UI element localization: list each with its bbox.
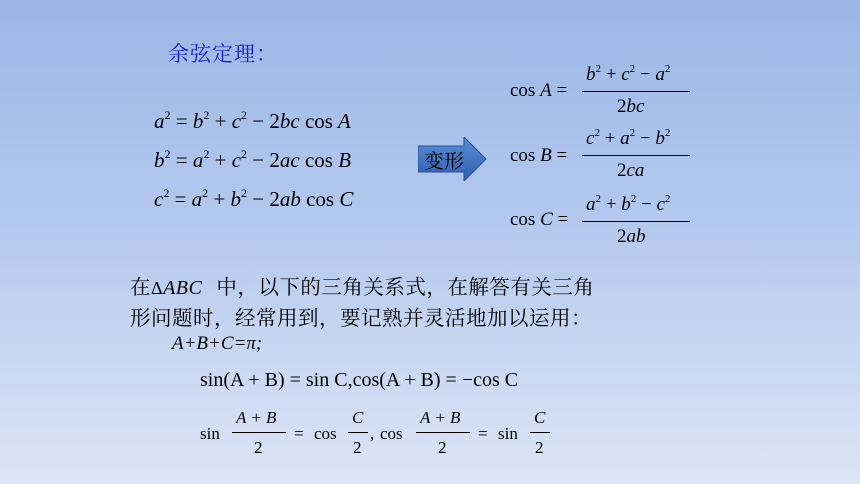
half-angle-den: 2 — [353, 438, 362, 457]
half-angle-num-ab-2: A + B — [420, 408, 461, 427]
cos-a-denominator: 2bc — [617, 96, 645, 117]
transform-arrow — [418, 137, 488, 181]
section-title: 余弦定理： — [168, 42, 278, 66]
cos-c-lhs: cos C = — [510, 209, 569, 230]
fraction-bar — [416, 432, 470, 433]
sin-cos-sum-formula: sin(A + B) = sin C,cos(A + B) = −cos C — [200, 369, 519, 391]
fraction-bar — [582, 155, 690, 156]
half-angle-cos-2: cos — [380, 424, 403, 443]
paragraph-line-1: 在ΔABC 中，以下的三角关系式，在解答有关三角 — [130, 275, 595, 299]
angle-sum-formula: A+B+C=π; — [172, 333, 263, 354]
equals-sign: = — [294, 424, 304, 443]
cos-a-numerator: $b^2 + c^2 - a^2$ — [586, 63, 671, 85]
half-angle-num-ab: A + B — [236, 408, 277, 427]
cos-b-denominator: 2ca — [617, 160, 645, 181]
half-angle-den: 2 — [438, 438, 447, 457]
half-angle-cos: cos — [314, 424, 337, 443]
cos-c-numerator: $a^2 + b^2 - c^2$ — [586, 193, 671, 215]
half-angle-num-c: C — [352, 408, 364, 427]
law-of-cosines-b: $b^2 = a^2 + c^2 - 2ac$ cos B — [154, 147, 352, 172]
half-angle-num-c-2: C — [534, 408, 546, 427]
cos-c-denominator: 2ab — [617, 226, 646, 247]
cos-b-lhs: cos B = — [510, 145, 568, 166]
law-of-cosines-c: $c^2 = a^2 + b^2 - 2ab$ cos C — [154, 186, 354, 211]
fraction-bar — [348, 432, 368, 433]
equals-sign-2: = — [478, 424, 488, 443]
half-angle-sin-2: sin — [498, 424, 518, 443]
paragraph-line-2: 形问题时，经常用到，要记熟并灵活地加以运用： — [130, 306, 592, 330]
fraction-bar — [582, 91, 690, 92]
half-angle-sin: sin — [200, 424, 220, 443]
fraction-bar — [232, 432, 286, 433]
comma: , — [370, 424, 375, 443]
half-angle-den: 2 — [535, 438, 544, 457]
cos-b-numerator: $c^2 + a^2 - b^2$ — [586, 127, 671, 149]
arrow-label: 变形 — [424, 149, 464, 173]
law-of-cosines-a: $a^2 = b^2 + c^2 - 2bc$ cos A — [154, 108, 351, 133]
fraction-bar — [582, 221, 690, 222]
fraction-bar — [530, 432, 550, 433]
half-angle-den: 2 — [254, 438, 263, 457]
cos-a-lhs: cos A = — [510, 80, 568, 101]
